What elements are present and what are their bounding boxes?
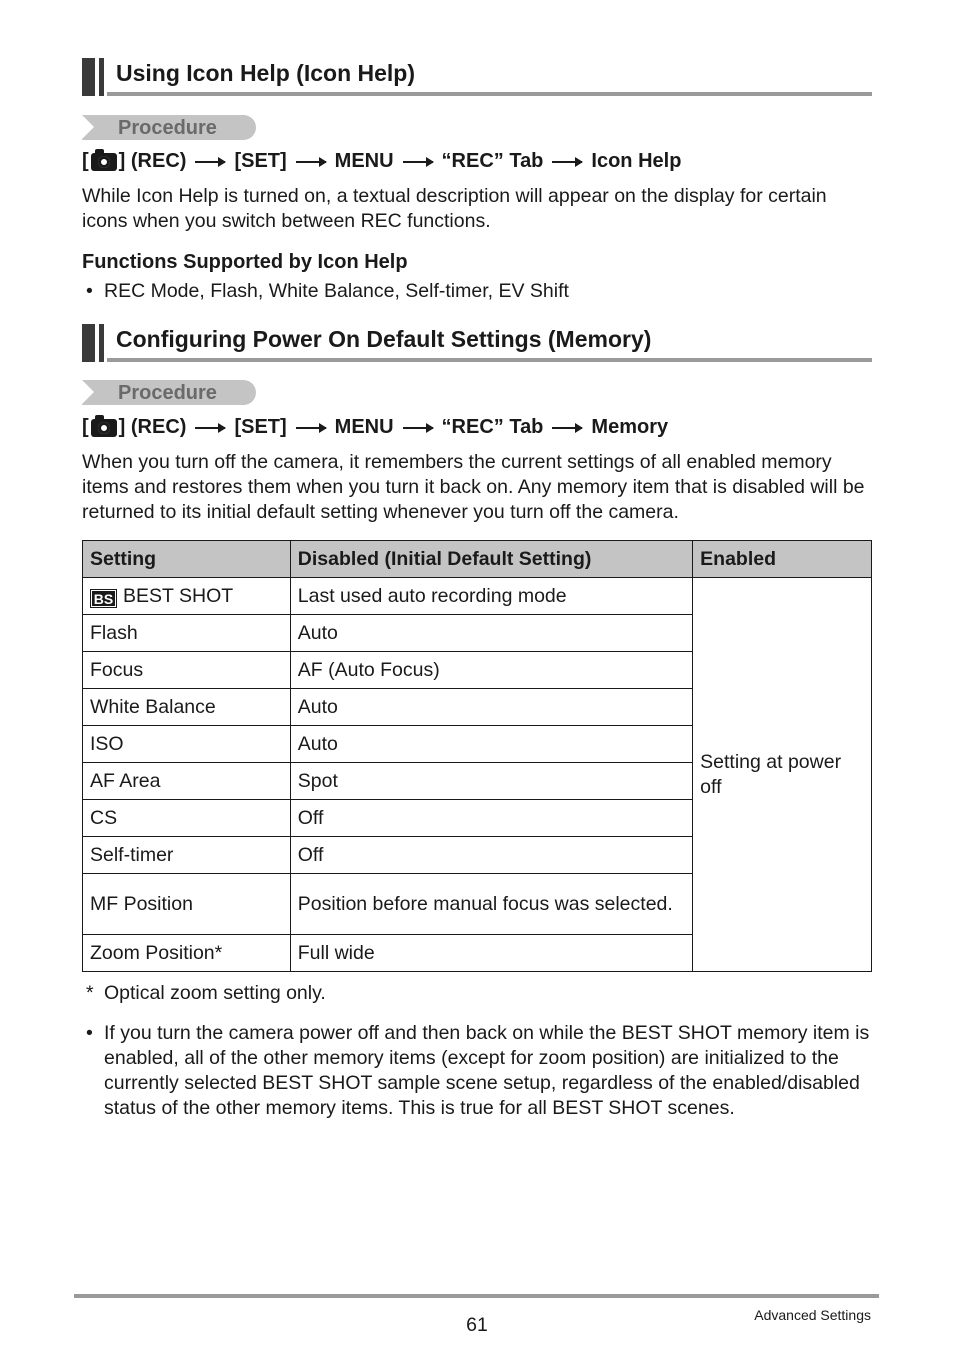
heading-rule xyxy=(107,358,872,362)
path-menu: MENU xyxy=(334,416,394,438)
camera-icon xyxy=(91,419,117,437)
cell-disabled: Spot xyxy=(290,763,692,800)
header-disabled: Disabled (Initial Default Setting) xyxy=(290,541,692,578)
path-rec: ] (REC) xyxy=(118,150,187,172)
arrow-right-icon xyxy=(296,427,326,429)
cell-disabled: Off xyxy=(290,800,692,837)
section-heading-memory xyxy=(82,324,872,362)
path-target: Memory xyxy=(591,416,669,438)
icon-help-description: While Icon Help is turned on, a textual description will appear on the display for certain icons when you switch between REC functions. xyxy=(82,185,827,232)
best-shot-icon: BS xyxy=(90,589,117,608)
footnote-star: * xyxy=(86,982,94,1004)
cell-disabled: Position before manual focus was selected. xyxy=(290,874,692,935)
path-target: Icon Help xyxy=(591,150,682,172)
heading-bar-decoration xyxy=(82,58,95,96)
heading-rule xyxy=(107,92,872,96)
procedure-label-box xyxy=(82,380,256,405)
cell-setting xyxy=(83,578,291,615)
path-tab: “REC” Tab xyxy=(441,150,544,172)
arrow-right-icon xyxy=(296,161,326,163)
heading-bar-decoration xyxy=(82,324,95,362)
path-set: [SET] xyxy=(234,416,287,438)
path-rec: ] (REC) xyxy=(118,416,187,438)
path-bracket-open: [ xyxy=(82,416,89,438)
camera-icon xyxy=(91,153,117,171)
header-setting: Setting xyxy=(83,541,291,578)
cell-setting: Flash xyxy=(83,615,291,652)
footnote-text: Optical zoom setting only. xyxy=(104,982,326,1004)
cell-setting: AF Area xyxy=(83,763,291,800)
bullet-text: REC Mode, Flash, White Balance, Self-timer, EV Shift xyxy=(104,280,569,302)
procedure-label-box xyxy=(82,115,256,140)
cell-enabled: Setting at power off xyxy=(693,578,872,972)
page-number: 61 xyxy=(466,1314,488,1336)
arrow-right-icon xyxy=(195,161,225,163)
arrow-right-icon xyxy=(195,427,225,429)
table-row xyxy=(83,578,872,615)
cell-setting: CS xyxy=(83,800,291,837)
cell-setting: MF Position xyxy=(83,874,291,935)
path-tab: “REC” Tab xyxy=(441,416,544,438)
setting-text: BEST SHOT xyxy=(123,584,234,607)
bullet-dot: • xyxy=(86,1022,93,1044)
cell-setting: White Balance xyxy=(83,689,291,726)
procedure-notch-decoration xyxy=(82,115,94,139)
note-text: If you turn the camera power off and then back on while the BEST SHOT memory item is enabled, all of the other memory items (except for zoom position) are initialized to the currently selected BEST SHOT sample scene setup, regardless of the enabled/disabled status of the other memory items. This is true for all BEST SHOT scenes. xyxy=(104,1022,870,1119)
cell-disabled: Auto xyxy=(290,689,692,726)
table-header-row xyxy=(83,541,872,578)
arrow-right-icon xyxy=(552,161,582,163)
cell-disabled: Full wide xyxy=(290,935,692,972)
procedure-label: Procedure xyxy=(118,382,217,404)
memory-description: When you turn off the camera, it remembers the current settings of all enabled memory items and restores them when you turn it back on. Any memory item that is disabled will be returned to its initial default setting whenever you turn off the camera. xyxy=(82,451,865,523)
bullet-dot: • xyxy=(86,280,93,302)
path-bracket-open: [ xyxy=(82,150,89,172)
footer-section-label: Advanced Settings xyxy=(754,1307,871,1323)
cell-setting: Zoom Position* xyxy=(83,935,291,972)
header-enabled: Enabled xyxy=(693,541,872,578)
cell-setting: ISO xyxy=(83,726,291,763)
section-title: Using Icon Help (Icon Help) xyxy=(116,60,416,86)
heading-bar-decoration xyxy=(99,58,104,96)
arrow-right-icon xyxy=(403,427,433,429)
cell-disabled: Auto xyxy=(290,615,692,652)
procedure-notch-decoration xyxy=(82,380,94,404)
menu-path-icon-help xyxy=(82,150,681,173)
cell-disabled: Last used auto recording mode xyxy=(290,578,692,615)
cell-disabled: Off xyxy=(290,837,692,874)
section-title: Configuring Power On Default Settings (Memory) xyxy=(116,326,652,352)
functions-subheading: Functions Supported by Icon Help xyxy=(82,251,408,273)
cell-setting: Focus xyxy=(83,652,291,689)
heading-bar-decoration xyxy=(99,324,104,362)
procedure-label: Procedure xyxy=(118,117,217,139)
path-menu: MENU xyxy=(334,150,394,172)
memory-settings-table xyxy=(82,540,872,972)
cell-disabled: AF (Auto Focus) xyxy=(290,652,692,689)
cell-setting: Self-timer xyxy=(83,837,291,874)
cell-disabled: Auto xyxy=(290,726,692,763)
footer-rule xyxy=(74,1294,879,1298)
menu-path-memory xyxy=(82,416,668,439)
arrow-right-icon xyxy=(403,161,433,163)
path-set: [SET] xyxy=(234,150,287,172)
section-heading-icon-help xyxy=(82,58,872,96)
arrow-right-icon xyxy=(552,427,582,429)
